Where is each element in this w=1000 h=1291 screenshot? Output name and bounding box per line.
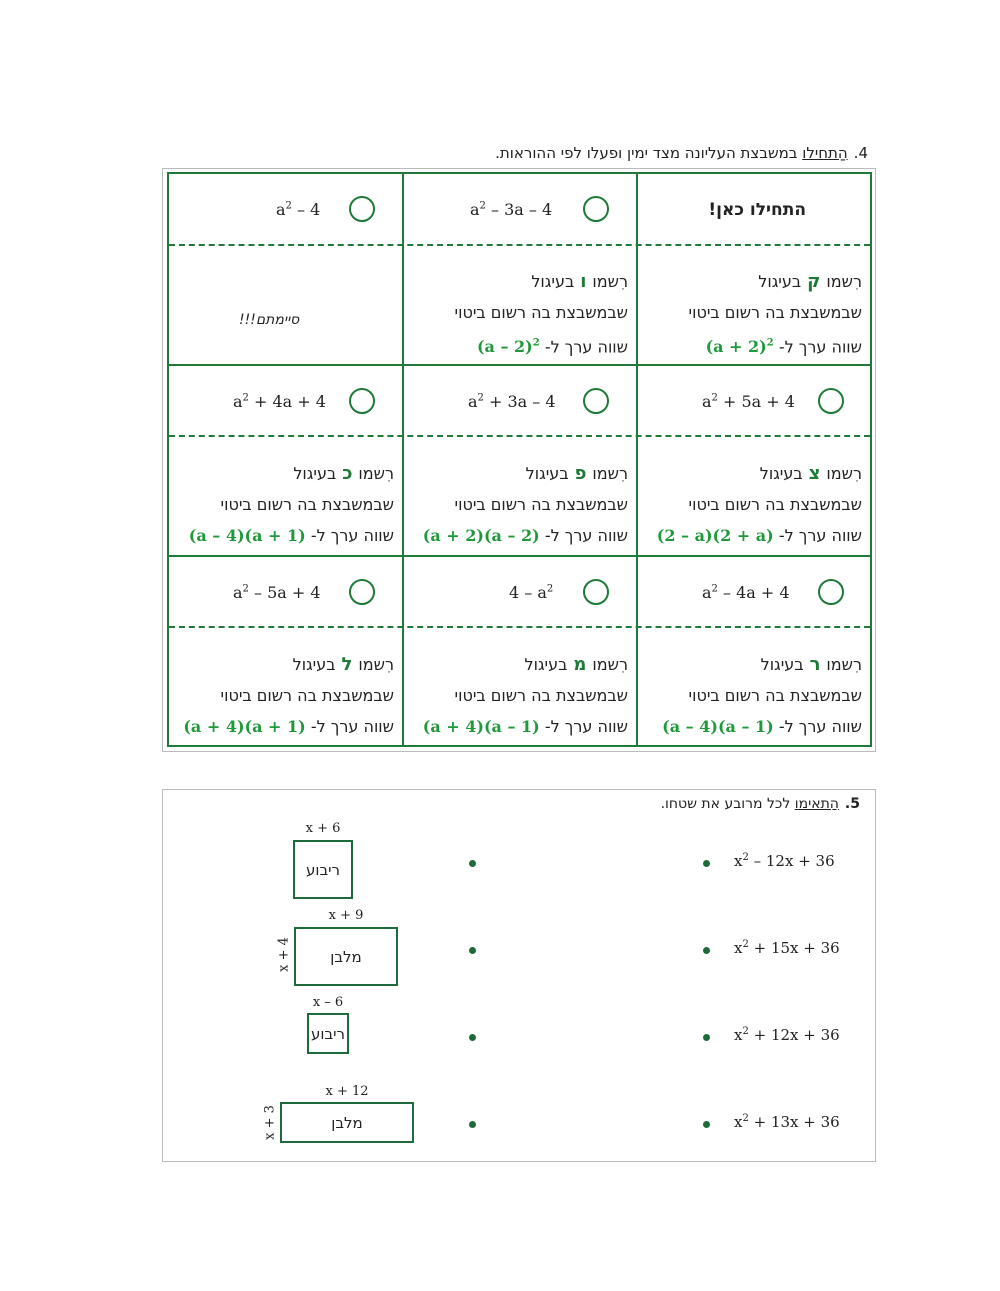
answer-circle[interactable] [583, 196, 609, 222]
cell-r2-c3 [638, 366, 870, 555]
shape-top-dimension: x + 6 [305, 821, 341, 836]
start-here: התחילו כאן! [708, 200, 806, 220]
match-dot-right[interactable] [703, 947, 710, 954]
answer-circle[interactable] [818, 388, 844, 414]
q4-grid [167, 172, 872, 747]
cell-r2-c1 [169, 366, 402, 555]
expr-top: $4 - a^2$ [509, 583, 554, 602]
shape-top-dimension: x + 12 [325, 1084, 369, 1099]
shape-top-dimension: x – 6 [312, 995, 344, 1010]
instruction: רִשמורבעיגול שבמשבצת בה רשום ביטוי שווה ערך ל- (a – 4)(a – 1) [662, 654, 862, 736]
cell-r3-c2 [404, 557, 636, 745]
match-dot-right[interactable] [703, 1121, 710, 1128]
q4-title-rest: במשבצת העליונה מצד ימין ופעלו לפי ההוראות. [495, 144, 803, 162]
area-expression: $x^2 - 12x + 36$ [734, 852, 835, 870]
shape-top-dimension: x + 9 [328, 908, 364, 923]
expr-top: $a^2 + 4a + 4$ [233, 392, 326, 411]
area-expression: $x^2 + 12x + 36$ [734, 1026, 840, 1044]
square-shape: ריבוע [307, 1013, 349, 1054]
match-dot-right[interactable] [703, 1034, 710, 1041]
instruction: רִשמולבעיגול שבמשבצת בה רשום ביטוי שווה ערך ל- (a + 4)(a + 1) [183, 654, 394, 736]
answer-circle[interactable] [349, 579, 375, 605]
expr-top: $a^2 - 5a + 4$ [233, 583, 321, 602]
answer-circle[interactable] [349, 388, 375, 414]
instruction: רִשמופבעיגול שבמשבצת בה רשום ביטוי שווה ערך ל- (a + 2)(a – 2) [422, 463, 628, 545]
area-expression: $x^2 + 13x + 36$ [734, 1113, 840, 1131]
answer-circle[interactable] [818, 579, 844, 605]
shape-side-dimension: x + 4 [276, 937, 292, 972]
expr-top: $a^2 + 5a + 4$ [702, 392, 795, 411]
expr-top: $a^2 - 3a - 4$ [470, 200, 553, 219]
cell-r1-c3 [638, 174, 870, 364]
expr-top: $a^2 - 4$ [276, 200, 321, 219]
q5-number: 5. [844, 796, 860, 812]
cell-r1-c1 [169, 174, 402, 364]
q4-title [400, 144, 868, 162]
instruction: רִשמוובעיגול שבמשבצת בה רשום ביטוי שווה ערך ל- (a – 2)$^2$ [454, 271, 628, 357]
expr-top: $a^2 - 4a + 4$ [702, 583, 790, 602]
q5-title-rest: לכל מרובע את שטחו. [660, 796, 795, 812]
square-shape: ריבוע [293, 840, 353, 899]
match-dot-right[interactable] [703, 860, 710, 867]
answer-circle[interactable] [583, 388, 609, 414]
cell-r3-c1 [169, 557, 402, 745]
q5-title-underlined: הַתאימו [794, 796, 839, 812]
rectangle-shape: מלבן [280, 1102, 414, 1143]
cell-r3-c3 [638, 557, 870, 745]
q4-number: 4. [853, 144, 868, 162]
cell-r1-c2 [404, 174, 636, 364]
match-dot-left[interactable] [469, 947, 476, 954]
answer-circle[interactable] [583, 579, 609, 605]
shape-side-dimension: x + 3 [262, 1105, 278, 1140]
instruction: רִשמומבעיגול שבמשבצת בה רשום ביטוי שווה ערך ל- (a + 4)(a – 1) [422, 654, 628, 736]
answer-circle[interactable] [349, 196, 375, 222]
match-dot-left[interactable] [469, 860, 476, 867]
cell-r2-c2 [404, 366, 636, 555]
finished-text: סיימתם!!! [239, 312, 300, 328]
match-dot-left[interactable] [469, 1121, 476, 1128]
instruction: רִשמוכבעיגול שבמשבצת בה רשום ביטוי שווה ערך ל- (a – 4)(a + 1) [188, 463, 394, 545]
instruction: רִשמוקבעיגול שבמשבצת בה רשום ביטוי שווה ערך ל- $(a + 2)^2$ [688, 271, 862, 357]
q4-title-underlined: הַתחילו [802, 144, 848, 162]
expr-top: $a^2 + 3a - 4$ [468, 392, 556, 411]
q5-title [500, 796, 860, 812]
instruction: רִשמוצבעיגול שבמשבצת בה רשום ביטוי שווה ערך ל- (2 – a)(2 + a) [656, 463, 862, 545]
rectangle-shape: מלבן [294, 927, 398, 986]
match-dot-left[interactable] [469, 1034, 476, 1041]
area-expression: $x^2 + 15x + 36$ [734, 939, 840, 957]
